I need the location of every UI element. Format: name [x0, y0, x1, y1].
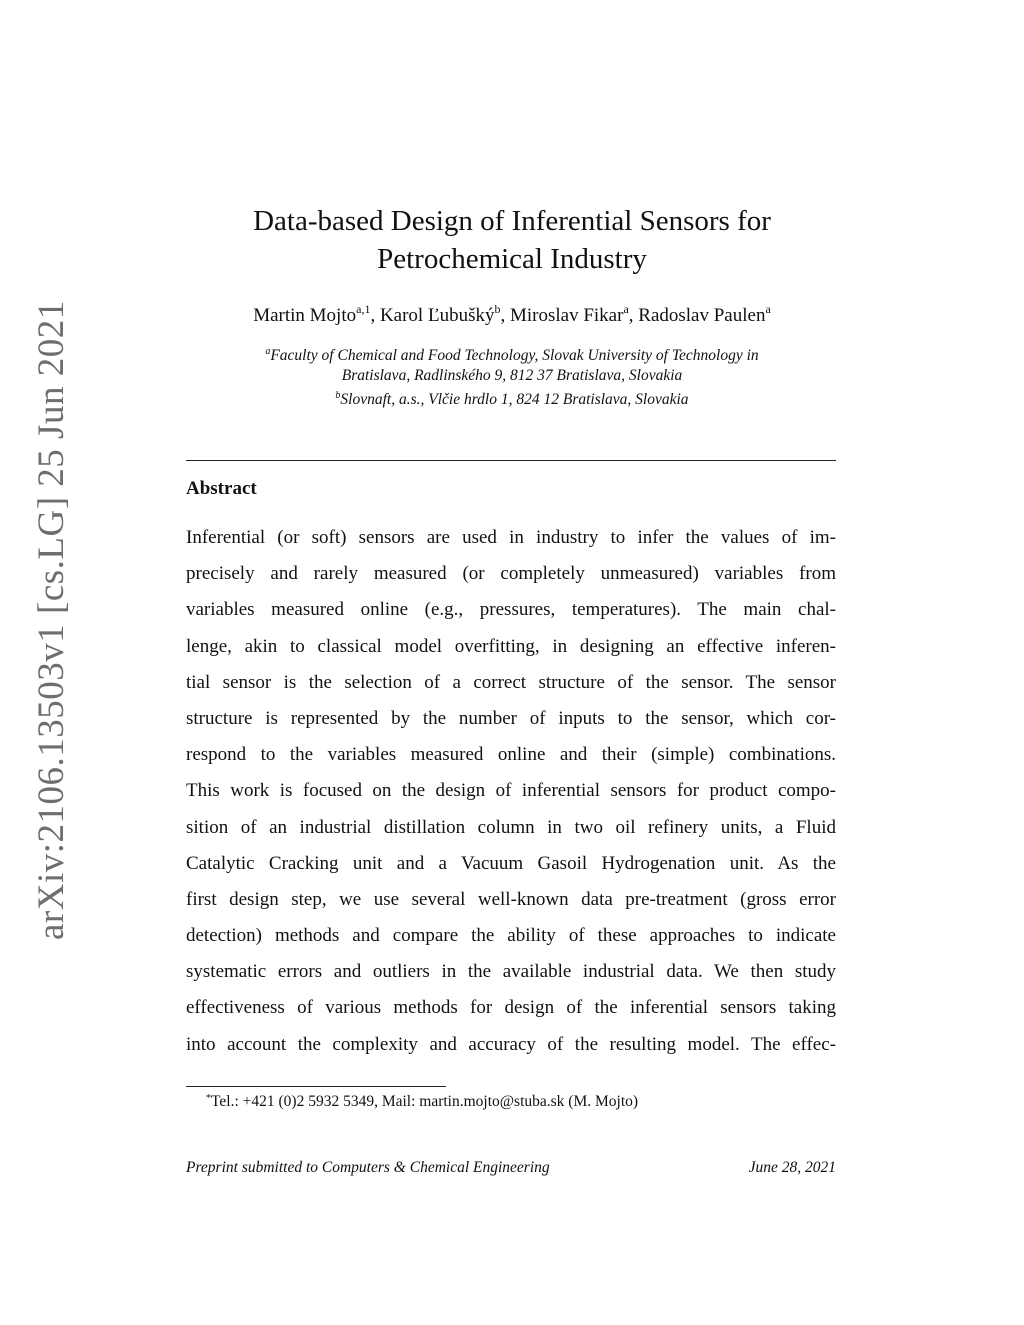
abstract-line: effectiveness of various methods for design of the inferential sensors taking — [186, 997, 836, 1019]
footer-date: June 28, 2021 — [748, 1159, 836, 1176]
footer-journal: Preprint submitted to Computers & Chemical Engineering — [186, 1159, 550, 1176]
affiliation-b: $^b$Slovnaft, a.s., Vlčie hrdlo 1, 824 12 Bratislava, Slovakia — [335, 390, 689, 408]
author-1: Martin Mojto$^{a,1}$, — [253, 302, 380, 326]
title-line-1: Data-based Design of Inferential Sensors for — [253, 205, 771, 237]
abstract-line: sition of an industrial distillation column in two oil refinery units, a Fluid — [186, 816, 836, 838]
author-4: Radoslav Paulen$^a$ — [638, 302, 771, 326]
abstract-body — [186, 520, 836, 1063]
abstract-line: respond to the variables measured online and their (simple) combinations. — [186, 744, 836, 766]
affiliation-a-line-1: $^a$Faculty of Chemical and Food Technology, Slovak University of Technology in — [265, 346, 759, 364]
author-3: Miroslav Fikar$^a$, — [509, 302, 639, 326]
abstract-line: precisely and rarely measured (or completely unmeasured) variables from — [186, 563, 836, 585]
arxiv-stamp: arXiv:2106.13503v1 [cs.LG] 25 Jun 2021 — [31, 300, 72, 940]
footnote: *Tel.: +421 (0)2 5932 5349, Mail: martin.mojto@stuba.sk (M. Mojto) — [206, 1093, 639, 1110]
abstract-line: variables measured online (e.g., pressures, temperatures). The main chal- — [186, 599, 836, 621]
abstract-line: tial sensor is the selection of a correct structure of the sensor. The sensor — [186, 671, 836, 693]
author-2: Karol Ľubušký$^b$, — [379, 302, 510, 326]
abstract-line: first design step, we use several well-known data pre-treatment (gross error — [186, 888, 836, 910]
author-list — [0, 302, 1024, 327]
abstract-line: structure is represented by the number of inputs to the sensor, which cor- — [186, 707, 836, 729]
abstract-line: This work is focused on the design of inferential sensors for product compo- — [186, 780, 836, 802]
abstract-line: Catalytic Cracking unit and a Vacuum Gasoil Hydrogenation unit. As the — [186, 852, 836, 874]
abstract-line: Inferential (or soft) sensors are used in industry to infer the values of im- — [186, 527, 836, 548]
title-line-2: Petrochemical Industry — [377, 243, 647, 275]
abstract-heading: Abstract — [186, 478, 257, 499]
abstract-line: detection) methods and compare the ability of these approaches to indicate — [186, 925, 836, 947]
abstract-line: systematic errors and outliers in the available industrial data. We then study — [186, 961, 836, 983]
paper-title — [0, 202, 1024, 278]
affiliation-a-line-2: Bratislava, Radlinského 9, 812 37 Bratislava, Slovakia — [341, 367, 683, 384]
abstract-top-rule — [186, 460, 836, 461]
affiliations — [0, 342, 1024, 410]
abstract-line: into account the complexity and accuracy of the resulting model. The effec- — [186, 1033, 836, 1055]
abstract-line: lenge, akin to classical model overfitting, in designing an effective inferen- — [186, 635, 836, 657]
footnote-rule — [186, 1086, 446, 1087]
